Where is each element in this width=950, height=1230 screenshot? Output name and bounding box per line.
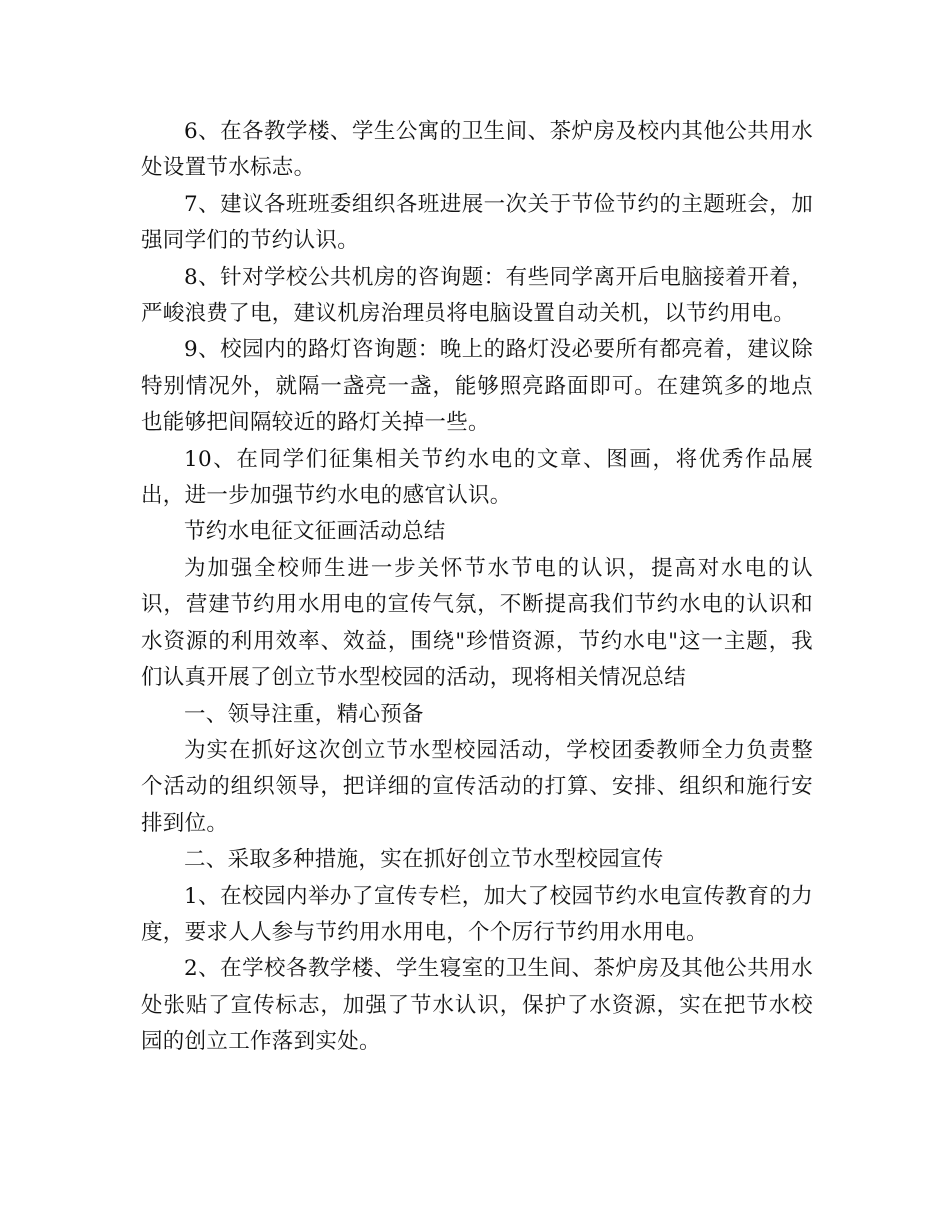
paragraph-item-8: 8、针对学校公共机房的咨询题：有些同学离开后电脑接着开着，严峻浪费了电，建议机房治理员将电脑设置自动关机，以节约用电。	[141, 264, 813, 327]
heading-two: 二、采取多种措施，实在抓好创立节水型校园宣传	[184, 847, 664, 873]
paragraph-item-7: 7、建议各班班委组织各班进展一次关于节俭节约的主题班会，加强同学们的节约认识。	[141, 191, 813, 254]
heading-one: 一、领导注重，精心预备	[184, 701, 424, 727]
intro-paragraph: 为加强全校师生进一步关怀节水节电的认识，提高对水电的认识，营建节约用水用电的宣传气氛，不断提高我们节约水电的认识和水资源的利用效率、效益，围绕"珍惜资源，节约水电"这一主题，我们认真开展了创立节水型校园的活动，现将相关情况总结	[141, 555, 813, 691]
measure-item-2: 2、在学校各教学楼、学生寝室的卫生间、茶炉房及其他公共用水处张贴了宣传标志，加强了节水认识，保护了水资源，实在把节水校园的创立工作落到实处。	[141, 956, 813, 1055]
paragraph-item-9: 9、校园内的路灯咨询题：晚上的路灯没必要所有都亮着，建议除特别情况外，就隔一盏亮一盏，能够照亮路面即可。在建筑多的地点也能够把间隔较近的路灯关掉一些。	[141, 337, 813, 436]
paragraph-item-10: 10、在同学们征集相关节约水电的文章、图画，将优秀作品展出，进一步加强节约水电的感官认识。	[141, 446, 813, 509]
paragraph-item-6: 6、在各教学楼、学生公寓的卫生间、茶炉房及校内其他公共用水处设置节水标志。	[141, 119, 813, 181]
measure-item-1: 1、在校园内举办了宣传专栏，加大了校园节约水电宣传教育的力度，要求人人参与节约用水用电，个个厉行节约用水用电。	[141, 883, 813, 945]
heading-one-body: 为实在抓好这次创立节水型校园活动，学校团委教师全力负责整个活动的组织领导，把详细的宣传活动的打算、安排、组织和施行安排到位。	[141, 737, 813, 836]
document-body	[141, 114, 813, 1061]
section-title: 节约水电征文征画活动总结	[184, 519, 446, 545]
